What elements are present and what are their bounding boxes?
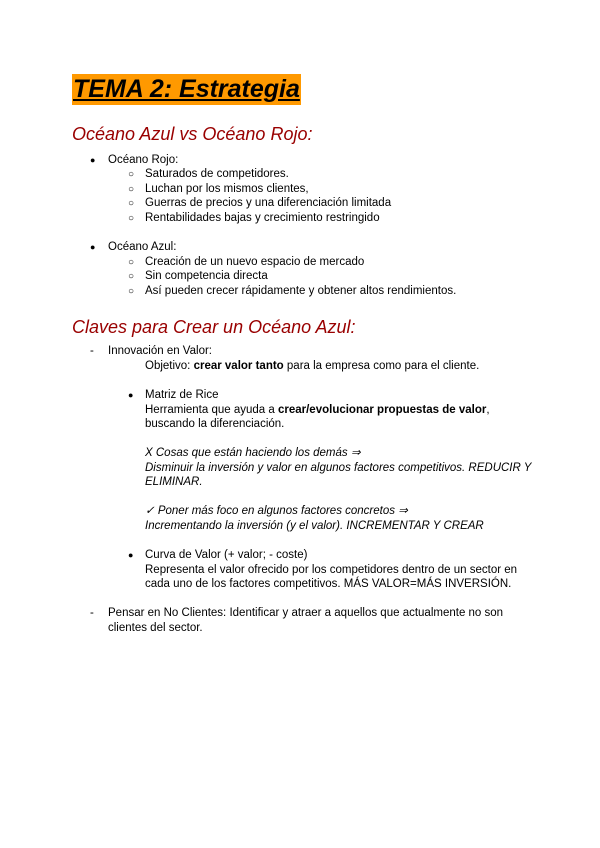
rice-desc-bold: crear/evolucionar propuestas de valor — [277, 404, 487, 416]
circle-bullet-icon: ○ — [128, 198, 135, 209]
rice-check-line2: Incrementando la inversión (y el valor). INCREMENTAR Y CREAR — [145, 520, 484, 532]
circle-bullet-icon: ○ — [128, 271, 135, 282]
objective-suffix: para la empresa como para el cliente. — [283, 360, 480, 372]
section-heading-keys: Claves para Crear un Océano Azul: — [72, 317, 356, 337]
blue-ocean-label: Océano Azul: — [108, 241, 177, 253]
list-item: Rentabilidades bajas y crecimiento restringido — [145, 212, 380, 224]
innovation-label: Innovación en Valor: — [108, 345, 212, 357]
rice-description-line2: buscando la diferenciación. — [145, 418, 285, 430]
dash-bullet-icon: - — [90, 607, 94, 619]
list-item: Creación de un nuevo espacio de mercado — [145, 256, 365, 268]
circle-bullet-icon: ○ — [128, 286, 135, 297]
bullet-icon: ● — [90, 155, 96, 165]
rice-x-line2: Disminuir la inversión y valor en algunos factores competitivos. REDUCIR Y — [145, 462, 532, 474]
section-heading-oceans: Océano Azul vs Océano Rojo: — [72, 124, 313, 144]
circle-bullet-icon: ○ — [128, 169, 135, 180]
circle-bullet-icon: ○ — [128, 213, 135, 224]
dash-bullet-icon: - — [90, 345, 94, 357]
rice-desc-suffix: , — [486, 404, 490, 416]
noclients-line2: clientes del sector. — [108, 622, 203, 634]
bullet-icon: ● — [128, 390, 134, 400]
list-item: Saturados de competidores. — [145, 168, 289, 180]
curve-label: Curva de Valor (+ valor; - coste) — [145, 549, 308, 561]
list-item: Sin competencia directa — [145, 270, 268, 282]
circle-bullet-icon: ○ — [128, 257, 135, 268]
noclients-line1: Pensar en No Clientes: Identificar y atraer a aquellos que actualmente no son — [108, 607, 504, 619]
rice-label: Matriz de Rice — [145, 389, 219, 401]
rice-desc-prefix: Herramienta que ayuda a — [145, 404, 278, 416]
list-item: Así pueden crecer rápidamente y obtener altos rendimientos. — [145, 285, 457, 297]
rice-x-line3: ELIMINAR. — [145, 476, 203, 488]
page-title: TEMA 2: Estrategia — [73, 75, 300, 103]
objective-prefix: Objetivo: — [145, 360, 194, 372]
circle-bullet-icon: ○ — [128, 184, 135, 195]
rice-check-line1: ✓ Poner más foco en algunos factores concretos ⇒ — [145, 505, 408, 517]
red-ocean-label: Océano Rojo: — [108, 154, 179, 166]
rice-x-line1: X Cosas que están haciendo los demás ⇒ — [145, 447, 361, 459]
objective-bold: crear valor tanto — [193, 360, 284, 372]
innovation-objective — [145, 359, 479, 374]
bullet-icon: ● — [128, 550, 134, 560]
curve-line1: Representa el valor ofrecido por los competidores dentro de un sector en — [145, 564, 518, 576]
rice-description — [145, 403, 490, 418]
list-item: Guerras de precios y una diferenciación limitada — [145, 197, 392, 209]
curve-line2: cada uno de los factores competitivos. MÁS VALOR=MÁS INVERSIÓN. — [145, 578, 512, 590]
bullet-icon: ● — [90, 242, 96, 252]
list-item: Luchan por los mismos clientes, — [145, 183, 309, 195]
